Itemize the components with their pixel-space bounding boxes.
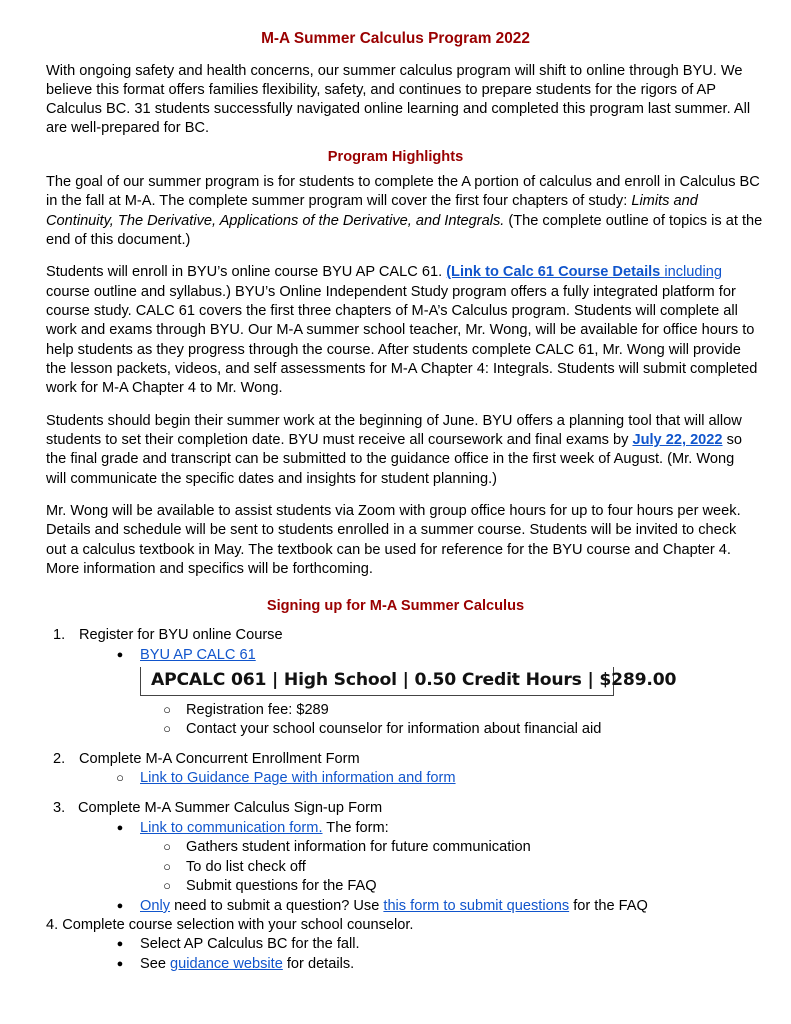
guidance-website-link[interactable]: guidance website <box>170 956 283 972</box>
list-number: 3. <box>53 800 66 816</box>
text-line <box>140 818 389 838</box>
step-text: 4. Complete course selection with your school counselor. <box>46 917 414 933</box>
text-line: the lesson packets, videos, and self assessments for M-A Chapter 4: Integrals. Students will submit completed <box>46 361 758 377</box>
text-line: With ongoing safety and health concerns, our summer calculus program will shift to online through BYU. We <box>46 63 743 79</box>
text-line: are well-prepared for BC. <box>46 120 210 136</box>
communication-form-link[interactable]: Link to communication form. <box>140 820 323 836</box>
bullet-disc-icon: ● <box>116 649 124 661</box>
italic-text: Continuity, The Derivative, Applications of the Derivative, and Integrals. <box>46 213 505 229</box>
list-number: 1. <box>53 627 66 643</box>
byu-ap-calc-61-link[interactable]: BYU AP CALC 61 <box>140 647 256 663</box>
text-line: Students should begin their summer work at the beginning of June. BYU offers a planning tool that will allow <box>46 413 742 429</box>
text-line: Details and schedule will be sent to students enrolled in a summer course. Students will be invited to check <box>46 522 737 538</box>
text-line <box>46 262 722 282</box>
text-line: work for M-A Chapter 4 to Mr. Wong. <box>46 380 283 396</box>
page-title: M-A Summer Calculus Program 2022 <box>261 30 530 47</box>
form-feature-item: Gathers student information for future communication <box>186 839 531 855</box>
bullet-circle-icon: ○ <box>163 859 171 874</box>
step-text: Complete M-A Summer Calculus Sign-up Form <box>78 800 383 816</box>
text-line: out a calculus textbook in May. The textbook can be used for reference for the BYU course and Chapter 4. <box>46 542 731 558</box>
form-feature-item: To do list check off <box>186 859 306 875</box>
italic-text: Limits and <box>631 193 698 209</box>
counselor-text: Contact your school counselor for information about financial aid <box>186 721 602 737</box>
bullet-disc-icon: ● <box>116 958 124 970</box>
text-line: Mr. Wong will be available to assist students via Zoom with group office hours for up to four hours per week. <box>46 503 741 519</box>
text-span: The form: <box>322 820 389 836</box>
calc61-details-link-tail[interactable]: including <box>664 264 722 280</box>
text-line <box>46 211 762 231</box>
step-text: Complete M-A Concurrent Enrollment Form <box>79 751 360 767</box>
text-span: in the fall at M-A. The complete summer program will cover the first four chapters of study: <box>46 193 632 209</box>
text-line: the final grade and transcript can be submitted to the guidance office in the first week of August. (Mr. Wong <box>46 451 735 467</box>
list-number: 2. <box>53 751 66 767</box>
text-line <box>140 954 354 974</box>
guidance-page-link[interactable]: Link to Guidance Page with information and form <box>140 770 456 786</box>
submit-questions-link[interactable]: this form to submit questions <box>383 898 570 914</box>
course-selection-item: Select AP Calculus BC for the fall. <box>140 936 360 952</box>
text-line: believe this format offers families flexibility, safety, and continues to prepare students for the rigors of AP <box>46 82 717 98</box>
bullet-circle-icon: ○ <box>116 770 124 785</box>
form-feature-item: Submit questions for the FAQ <box>186 878 377 894</box>
text-span: need to submit a question? Use <box>170 898 384 914</box>
bullet-circle-icon: ○ <box>163 839 171 854</box>
text-line <box>46 191 698 211</box>
bullet-circle-icon: ○ <box>163 878 171 893</box>
text-line: course study. CALC 61 covers the first three chapters of M-A’s Calculus program. Students will complete all <box>46 303 738 319</box>
bullet-disc-icon: ● <box>116 900 124 912</box>
bullet-disc-icon: ● <box>116 938 124 950</box>
text-span: students to set their completion date. BYU must receive all coursework and final exams by <box>46 432 633 448</box>
text-span: for the FAQ <box>569 898 648 914</box>
deadline-date-link[interactable]: July 22, 2022 <box>632 432 723 448</box>
bullet-circle-icon: ○ <box>163 702 171 717</box>
bullet-disc-icon: ● <box>116 822 124 834</box>
text-line: The goal of our summer program is for students to complete the A portion of calculus and enroll in Calculus BC <box>46 174 760 190</box>
text-line: work and exams through BYU. Our M-A summer school teacher, Mr. Wong, will be available for office hours to <box>46 322 755 338</box>
text-line: will communicate the specific dates and insights for student planning.) <box>46 471 498 487</box>
only-link[interactable]: Only <box>140 898 171 914</box>
text-span: (The complete outline of topics is at the <box>504 213 763 229</box>
step-text: Register for BYU online Course <box>79 627 283 643</box>
section-heading-highlights: Program Highlights <box>327 149 464 165</box>
text-span: Students will enroll in BYU’s online course BYU AP CALC 61. <box>46 264 447 280</box>
text-line: end of this document.) <box>46 232 191 248</box>
registration-fee-text: Registration fee: $289 <box>186 702 329 718</box>
section-heading-signup: Signing up for M-A Summer Calculus <box>266 598 525 614</box>
text-line: More information and specifics will be forthcoming. <box>46 561 373 577</box>
text-span: See <box>140 956 171 972</box>
text-span: so <box>722 432 743 448</box>
text-span: for details. <box>282 956 355 972</box>
text-line <box>140 896 648 916</box>
text-line: Calculus BC. 31 students successfully navigated online learning and completed this program last summer. All <box>46 101 751 117</box>
calc61-details-link[interactable]: (Link to Calc 61 Course Details <box>446 264 665 280</box>
text-line: course outline and syllabus.) BYU’s Online Independent Study program offers a fully integrated platform for <box>46 284 736 300</box>
text-line <box>46 430 742 450</box>
text-line: help students as they progress through the course. After students complete CALC 61, Mr. Wong will provide <box>46 342 741 358</box>
course-banner: APCALC 061 | High School | 0.50 Credit Hours | $289.00 <box>140 667 614 696</box>
bullet-circle-icon: ○ <box>163 721 171 736</box>
